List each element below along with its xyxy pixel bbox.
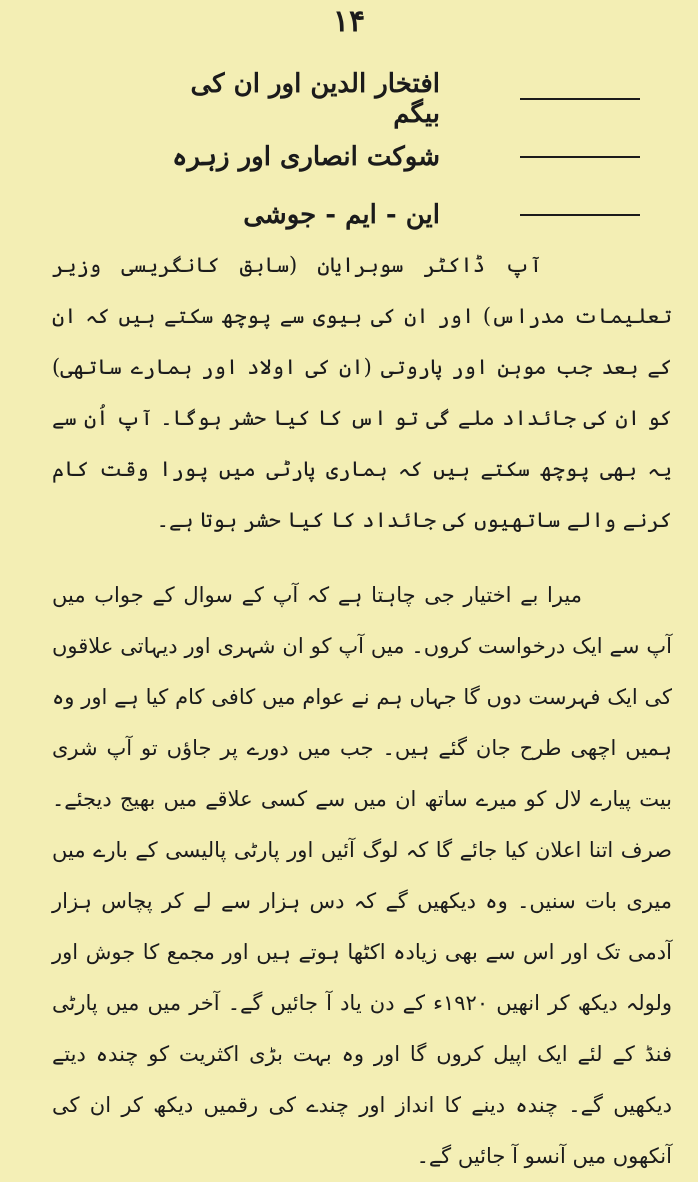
paragraph: میرا بے اختیار جی چاہتا ہے کہ آپ کے سوال کے جواب میں آپ سے ایک درخواست کروں۔ میں آپ کو ان شہری اور دیہاتی علاقوں کی ایک فہرست دوں گا جہاں ہم نے عوام میں کافی کام کیا ہے اور وہ ہمیں اچھی طرح جان گئے ہیں۔ جب میں دورے پر جاؤں تو آپ شری بیت پیارے لال کو میرے ساتھ ان میں سے کسی علاقے میں بھیج دیجئے۔ صرف اتنا اعلان کیا جائے گا کہ لوگ آئیں اور پارٹی پالیسی کے بارے میں میری بات سنیں۔ وہ دیکھیں گے کہ دس ہزار سے لے کر پچاس ہزار آدمی تک اور اس سے بھی زیادہ اکٹھا ہوتے ہیں اور مجمع کا جوش اور ولولہ دیکھ کر انھیں ۱۹۲۰ء کے دن یاد آ جائیں گے۔ آخر میں میں پارٹی فنڈ کے لئے ایک اپیل کروں گا اور وہ بہت بڑی اکثریت کو چندہ دیتے دیکھیں گے۔ چندہ دینے کا انداز اور چندے کی رقمیں دیکھ کر ان کی آنکھوں میں آنسو آ جائیں گے۔ [52,583,672,1168]
dash-line [520,156,640,158]
attendee-name: این - ایم - جوشی [243,200,440,230]
paragraph: آپ ڈاکٹر سوبرایان (سابق کانگریسی وزیر تعلیمات مدراس) اور ان کی بیوی سے پوچھ سکتے ہیں کہ ان کے بعد جب موہن اور پاروتی (ان کی اولاد اور ہمارے ساتھی) کو ان کی جائداد ملے گی تو اس کا کیا حشر ہوگا۔ آپ اُن سے یہ بھی پوچھ سکتے ہیں کہ ہماری پارٹی میں پورا وقت کام کرنے والے ساتھیوں کی جائداد کا کیا حشر ہوتا ہے۔ [52,253,672,532]
attendee-row [40,70,650,128]
attendee-row [40,186,650,244]
body-text [52,240,672,1182]
page-number: ۱۴ [332,4,366,39]
attendee-row [40,128,650,186]
dash-line [520,98,640,100]
attendee-name: افتخار الدین اور ان کی بیگم [190,69,440,129]
attendee-list [40,70,650,244]
attendee-name: شوکت انصاری اور زہرہ [172,142,440,172]
dash-line [520,214,640,216]
